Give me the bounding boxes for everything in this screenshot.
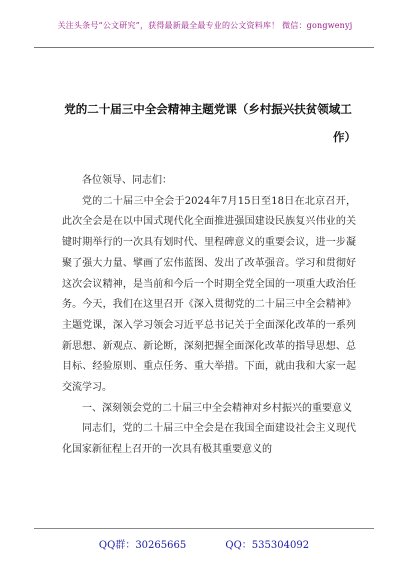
footer-qq-group: QQ群：30265665 — [98, 540, 187, 551]
paragraph: 党的二十届三中全会于2024年7月15日至18日在北京召开，此次全会是在以中国式现代化全面推进强国建设民族复兴伟业的关键时期举行的一次具有划时代、里程碑意义的重要会议，进一步凝聚了强大力量、擘画了宏伟蓝图、发出了改革强音。学习和贯彻好这次会议精神，是当前和今后一个时期全党全国的一项重大政治任务。今天，我们在这里召开《深入贯彻党的二十届三中全会精神》主题党课，深入学习领会习近平总书记关于全面深化改革的一系列新思想、新观点、新论断，深刻把握全面深化改革的指导思想、总目标、经验原则、重点任务、重大举措。下面，就由我和大家一起交流学习。 — [62, 195, 356, 394]
header-divider — [34, 47, 374, 48]
section-heading: 一、深刻领会党的二十届三中全会精神对乡村振兴的重要意义 — [82, 402, 352, 414]
document-title — [60, 97, 356, 149]
title-line-2: 作） — [333, 130, 356, 144]
header-note: 关注头条号“公文研究”，获得最新最全最专业的公文资料库！ 微信：gongwenyj — [57, 21, 353, 30]
title-line-1: 党的二十届三中全会精神主题党课（乡村振兴扶贫领域工 — [64, 102, 352, 116]
paragraph: 同志们，党的二十届三中全会是在我国全面建设社会主义现代化国家新征程上召开的一次具有极其重要意义的 — [62, 423, 356, 456]
footer-qq: QQ：535304092 — [225, 540, 310, 551]
salutation: 各位领导、同志们： — [82, 175, 172, 186]
footer — [0, 536, 408, 551]
document-body — [62, 171, 356, 461]
footer-divider — [34, 528, 374, 529]
